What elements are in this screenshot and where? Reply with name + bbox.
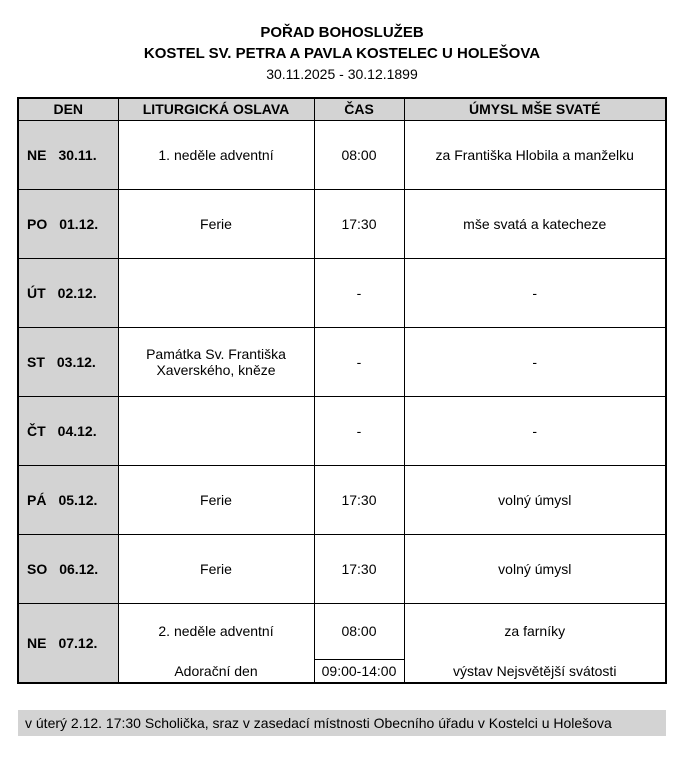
day-cell: [18, 603, 118, 683]
date-range: 30.11.2025 - 30.12.1899: [266, 66, 418, 82]
time-cell: -: [314, 396, 404, 465]
day-date: 03.12.: [56, 353, 96, 370]
day-abbreviation: ČT: [27, 422, 46, 439]
day-date: 07.12.: [58, 634, 98, 651]
day-cell: [18, 120, 118, 189]
day-abbreviation: PO: [27, 215, 48, 232]
page-title: POŘAD BOHOSLUŽEB: [260, 24, 424, 41]
day-abbreviation: ST: [27, 353, 45, 370]
time-cell: 17:30: [314, 465, 404, 534]
day-abbreviation: NE: [27, 634, 47, 651]
column-header-1: DEN: [18, 98, 118, 120]
day-date: 01.12.: [59, 215, 99, 232]
intention-cell: -: [404, 327, 666, 396]
celebration-cell: [118, 258, 314, 327]
celebration-cell: Ferie: [118, 465, 314, 534]
table-row: [18, 258, 666, 327]
column-header-3: ČAS: [314, 98, 404, 120]
schedule-table: [17, 97, 667, 684]
day-abbreviation: PÁ: [27, 491, 47, 508]
table-header-row: [18, 98, 666, 120]
time-cell: 17:30: [314, 534, 404, 603]
day-cell: [18, 258, 118, 327]
intention-cell: volný úmysl: [404, 465, 666, 534]
time-cell: 09:00-14:00: [314, 659, 404, 683]
day-abbreviation: SO: [27, 560, 48, 577]
day-cell: [18, 189, 118, 258]
celebration-cell: Památka Sv. Františka Xaverského, kněze: [118, 327, 314, 396]
table-row: [18, 603, 666, 659]
day-abbreviation: NE: [27, 146, 47, 163]
day-cell: [18, 396, 118, 465]
day-cell: [18, 327, 118, 396]
table-row: [18, 396, 666, 465]
footer-note: v úterý 2.12. 17:30 Scholička, sraz v zasedací místnosti Obecního úřadu v Kostelci u Holešova: [18, 710, 666, 736]
day-cell: [18, 465, 118, 534]
table-row: [18, 327, 666, 396]
intention-cell: mše svatá a katecheze: [404, 189, 666, 258]
intention-cell: volný úmysl: [404, 534, 666, 603]
intention-cell: -: [404, 396, 666, 465]
celebration-cell: 1. neděle adventní: [118, 120, 314, 189]
celebration-cell: Adorační den: [118, 659, 314, 683]
intention-cell: za farníky: [404, 603, 666, 659]
time-cell: -: [314, 327, 404, 396]
column-header-4: ÚMYSL MŠE SVATÉ: [404, 98, 666, 120]
intention-cell: -: [404, 258, 666, 327]
time-cell: 17:30: [314, 189, 404, 258]
table-row: [18, 189, 666, 258]
celebration-cell: 2. neděle adventní: [118, 603, 314, 659]
title-block: [0, 0, 684, 84]
day-date: 05.12.: [58, 491, 98, 508]
celebration-cell: Ferie: [118, 189, 314, 258]
intention-cell: výstav Nejsvětější svátosti: [404, 659, 666, 683]
day-cell: [18, 534, 118, 603]
column-header-2: LITURGICKÁ OSLAVA: [118, 98, 314, 120]
time-cell: -: [314, 258, 404, 327]
table-row: [18, 465, 666, 534]
table-row: [18, 534, 666, 603]
day-date: 02.12.: [57, 284, 97, 301]
time-cell: 08:00: [314, 603, 404, 659]
intention-cell: za Františka Hlobila a manželku: [404, 120, 666, 189]
day-date: 04.12.: [57, 422, 97, 439]
day-date: 30.11.: [58, 146, 97, 163]
page-subtitle: KOSTEL SV. PETRA A PAVLA KOSTELEC U HOLEŠOVA: [143, 45, 541, 62]
celebration-cell: [118, 396, 314, 465]
table-row: [18, 120, 666, 189]
time-cell: 08:00: [314, 120, 404, 189]
day-abbreviation: ÚT: [27, 284, 46, 301]
day-date: 06.12.: [59, 560, 99, 577]
celebration-cell: Ferie: [118, 534, 314, 603]
